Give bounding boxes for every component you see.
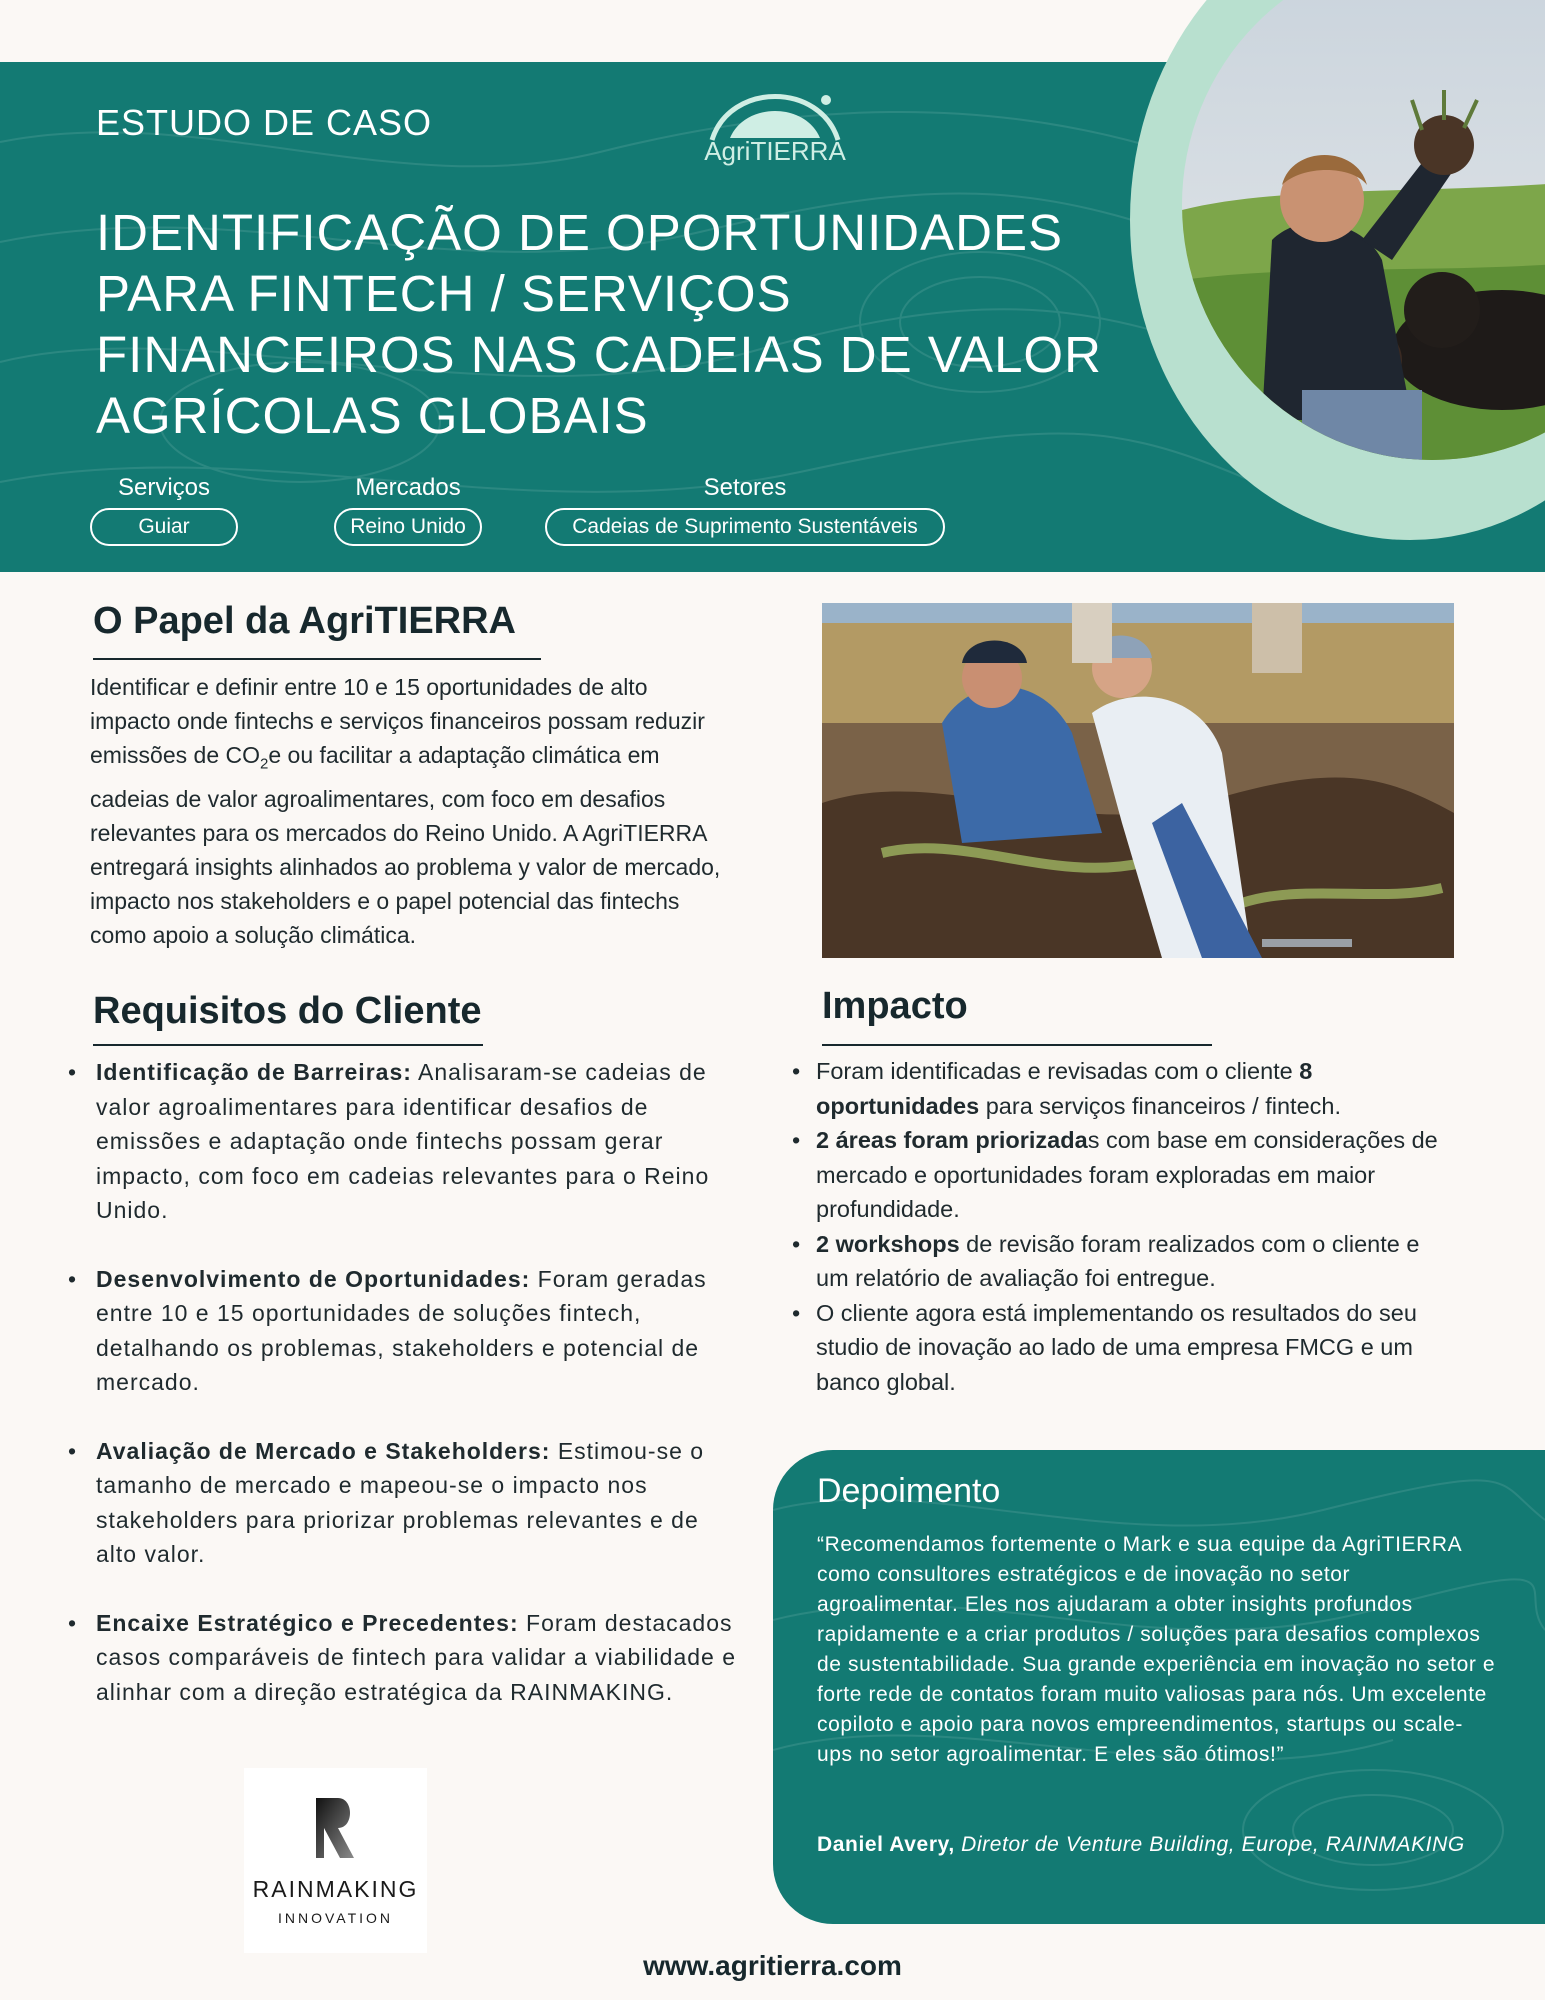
meta-pill: Reino Unido	[334, 508, 482, 546]
item-text: Foram geradas entre 10 e 15 oportunidades de soluções fintech, detalhando os problemas, stakeholders e potencial de mercado.	[96, 1265, 707, 1395]
item-text: Foram destacados casos comparáveis de fintech para validar a viabilidade e alinhar com a direção estratégica da RAINMAKING.	[96, 1609, 736, 1705]
logo-wordmark: AgriTIERRA	[704, 136, 846, 166]
rainmaking-logo	[244, 1768, 427, 1953]
field-soil-photo	[822, 603, 1454, 958]
item-text: para serviços financeiros / fintech.	[979, 1092, 1342, 1119]
role-text-a: Identificar e definir entre 10 e 15 oportunidades de alto impacto onde fintechs e serviços financeiros possam reduzir emissões de CO	[90, 674, 705, 768]
item-text: s com base em considerações de mercado e oportunidades foram exploradas em maior profundidade.	[816, 1127, 1438, 1222]
heading-underline	[93, 1044, 483, 1046]
testimonial-author	[817, 1830, 1497, 1860]
item-text: Analisaram-se cadeias de valor agroalimentares para identificar desafios de emissões e adaptação onde fintechs possam gerar impacto, com foco em cadeias relevantes para o Reino Unido.	[96, 1059, 710, 1223]
list-item	[816, 1054, 1456, 1123]
item-bold: 2 áreas foram priorizada	[816, 1127, 1088, 1153]
list-item	[96, 1055, 736, 1228]
item-text: de revisão foram realizados com o cliente e um relatório de avaliação foi entregue.	[816, 1230, 1420, 1291]
list-item	[96, 1434, 736, 1572]
field-photo-illustration	[822, 603, 1454, 958]
meta-markets	[334, 474, 482, 546]
role-heading: O Papel da AgriTIERRA	[93, 600, 516, 642]
role-text-b: e ou facilitar a adaptação climática em cadeias de valor agroalimentares, com foco em desafios relevantes para os mercados do Reino Unido. A AgriTIERRA entregará insights alinhados ao problema y valor de mercado, impacto nos stakeholders e o papel potencial das fintechs como apoio a solução climática.	[90, 742, 721, 948]
rainmaking-subtitle: INNOVATION	[277, 1910, 394, 1926]
rainmaking-wordmark: RAINMAKING	[252, 1876, 419, 1902]
requirements-heading: Requisitos do Cliente	[93, 990, 482, 1032]
item-text: O cliente agora está implementando os resultados do seu studio de inovação ao lado de uma empresa FMCG e um banco global.	[816, 1299, 1417, 1395]
item-bold: Identificação de Barreiras:	[96, 1059, 412, 1085]
meta-pill: Cadeias de Suprimento Sustentáveis	[545, 508, 945, 546]
meta-label: Serviços	[117, 474, 211, 501]
item-text: Foram identificadas e revisadas com o cliente	[816, 1058, 1300, 1084]
item-bold: Desenvolvimento de Oportunidades:	[96, 1265, 531, 1292]
co2-subscript: 2	[260, 755, 269, 773]
meta-sectors	[545, 474, 945, 546]
author-role: Diretor de Venture Building, Europe, RAINMAKING	[954, 1833, 1465, 1856]
rainmaking-r-icon	[314, 1798, 356, 1858]
list-item	[96, 1606, 736, 1710]
list-item	[816, 1296, 1456, 1400]
impact-heading: Impacto	[822, 985, 968, 1027]
testimonial-heading: Depoimento	[817, 1472, 1001, 1510]
list-item	[96, 1262, 736, 1400]
item-text: Estimou-se o tamanho de mercado e mapeou-se o impacto nos stakeholders para priorizar problemas relevantes e de alto valor.	[96, 1437, 705, 1567]
case-study-eyebrow: ESTUDO DE CASO	[96, 102, 433, 143]
meta-pill: Guiar	[90, 508, 238, 546]
page-title: IDENTIFICAÇÃO DE OPORTUNIDADES PARA FINTECH / SERVIÇOS FINANCEIROS NAS CADEIAS DE VALOR AGRÍCOLAS GLOBAIS	[96, 204, 1102, 444]
item-bold: 2 workshops	[816, 1230, 960, 1257]
footer-website-link[interactable]: www.agritierra.com	[643, 1950, 902, 1981]
meta-label: Setores	[703, 474, 787, 501]
heading-underline	[93, 658, 541, 660]
item-bold: Avaliação de Mercado e Stakeholders:	[96, 1437, 551, 1464]
heading-underline	[822, 1044, 1212, 1046]
meta-services	[90, 474, 238, 546]
author-name: Daniel Avery,	[817, 1833, 955, 1856]
testimonial-card	[773, 1450, 1545, 1924]
item-bold: 8 oportunidades	[816, 1058, 1313, 1119]
item-bold: Encaixe Estratégico e Precedentes:	[96, 1609, 519, 1636]
role-paragraph	[90, 670, 730, 952]
impact-list	[816, 1054, 1456, 1399]
meta-label: Mercados	[355, 474, 461, 501]
testimonial-quote: “Recomendamos fortemente o Mark e sua equipe da AgriTIERRA como consultores estratégicos e de inovação no setor agroalimentar. Eles nos ajudaram a obter insights profundos rapidamente e a criar produtos / soluções para desafios complexos de sustentabilidade. Sua grande experiência em inovação no setor e forte rede de contatos foram muito valiosas para nós. Um excelente copiloto e apoio para novos empreendimentos, startups ou scale-ups no setor agroalimentar. E eles são ótimos!”	[817, 1533, 1496, 1766]
list-item	[816, 1123, 1456, 1227]
list-item	[816, 1227, 1456, 1296]
requirements-list	[96, 1055, 736, 1743]
